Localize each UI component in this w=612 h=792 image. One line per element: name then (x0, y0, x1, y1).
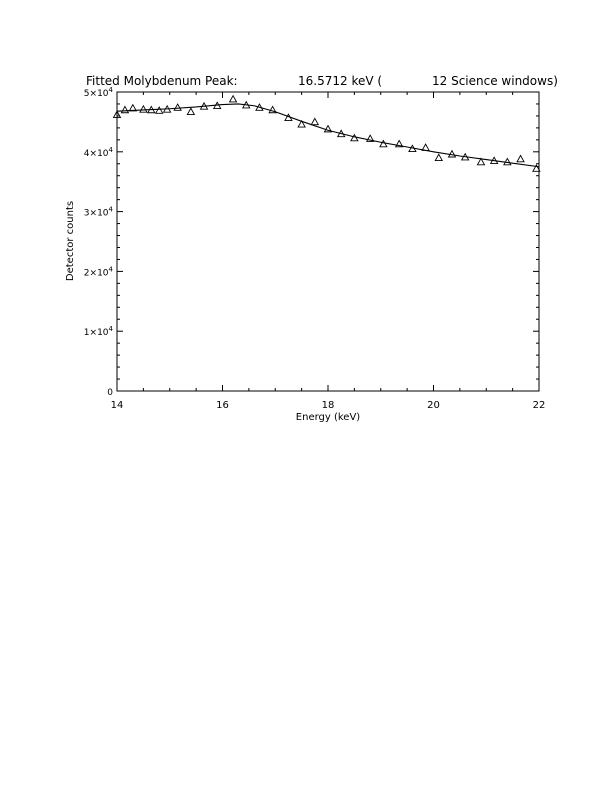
y-axis (84, 86, 539, 398)
x-tick-label: 14 (110, 400, 124, 411)
y-tick-label-base: 1×10 (83, 328, 109, 339)
y-tick-label-base: 4×10 (83, 148, 109, 159)
data-point (156, 107, 163, 113)
data-point (140, 106, 147, 112)
y-tick-label (107, 388, 113, 398)
chart-title-windows: 12 Science windows) (432, 74, 558, 88)
data-point (230, 96, 237, 102)
y-tick-label-base: 2×10 (83, 268, 109, 279)
plot-frame (117, 92, 539, 391)
x-tick-label: 22 (532, 400, 546, 411)
y-tick-label-exponent: 4 (108, 86, 113, 94)
y-tick-label-exponent: 4 (108, 145, 113, 154)
data-point (517, 155, 524, 161)
x-tick-label: 18 (321, 400, 335, 411)
x-tick-label: 20 (427, 400, 440, 411)
y-tick-label-base: 3×10 (83, 208, 109, 219)
y-tick-label (84, 206, 114, 219)
chart-title-energy: 16.5712 keV ( (298, 74, 383, 88)
fit-curve (117, 104, 539, 167)
x-axis (108, 92, 546, 411)
data-point (435, 154, 442, 160)
data-point (187, 108, 194, 114)
x-axis-label: Energy (keV) (295, 412, 361, 423)
y-tick-label-exponent: 4 (108, 265, 113, 274)
y-tick-label (84, 325, 114, 338)
chart-title-label: Fitted Molybdenum Peak: (86, 74, 238, 88)
x-tick-label: 16 (216, 400, 229, 411)
y-tick-label-exponent: 4 (108, 325, 113, 334)
y-tick-label-base: 5×10 (83, 89, 109, 99)
data-point (311, 118, 318, 124)
y-tick-label-exponent: 4 (108, 205, 113, 214)
series-layer (114, 96, 540, 172)
y-axis-label: Detector counts (65, 200, 76, 282)
y-tick-label (84, 265, 114, 278)
data-point (174, 104, 181, 110)
chart-title (86, 74, 558, 88)
data-point (121, 106, 128, 112)
y-tick-label (84, 146, 114, 159)
y-tick-label-base: 0 (107, 388, 113, 398)
